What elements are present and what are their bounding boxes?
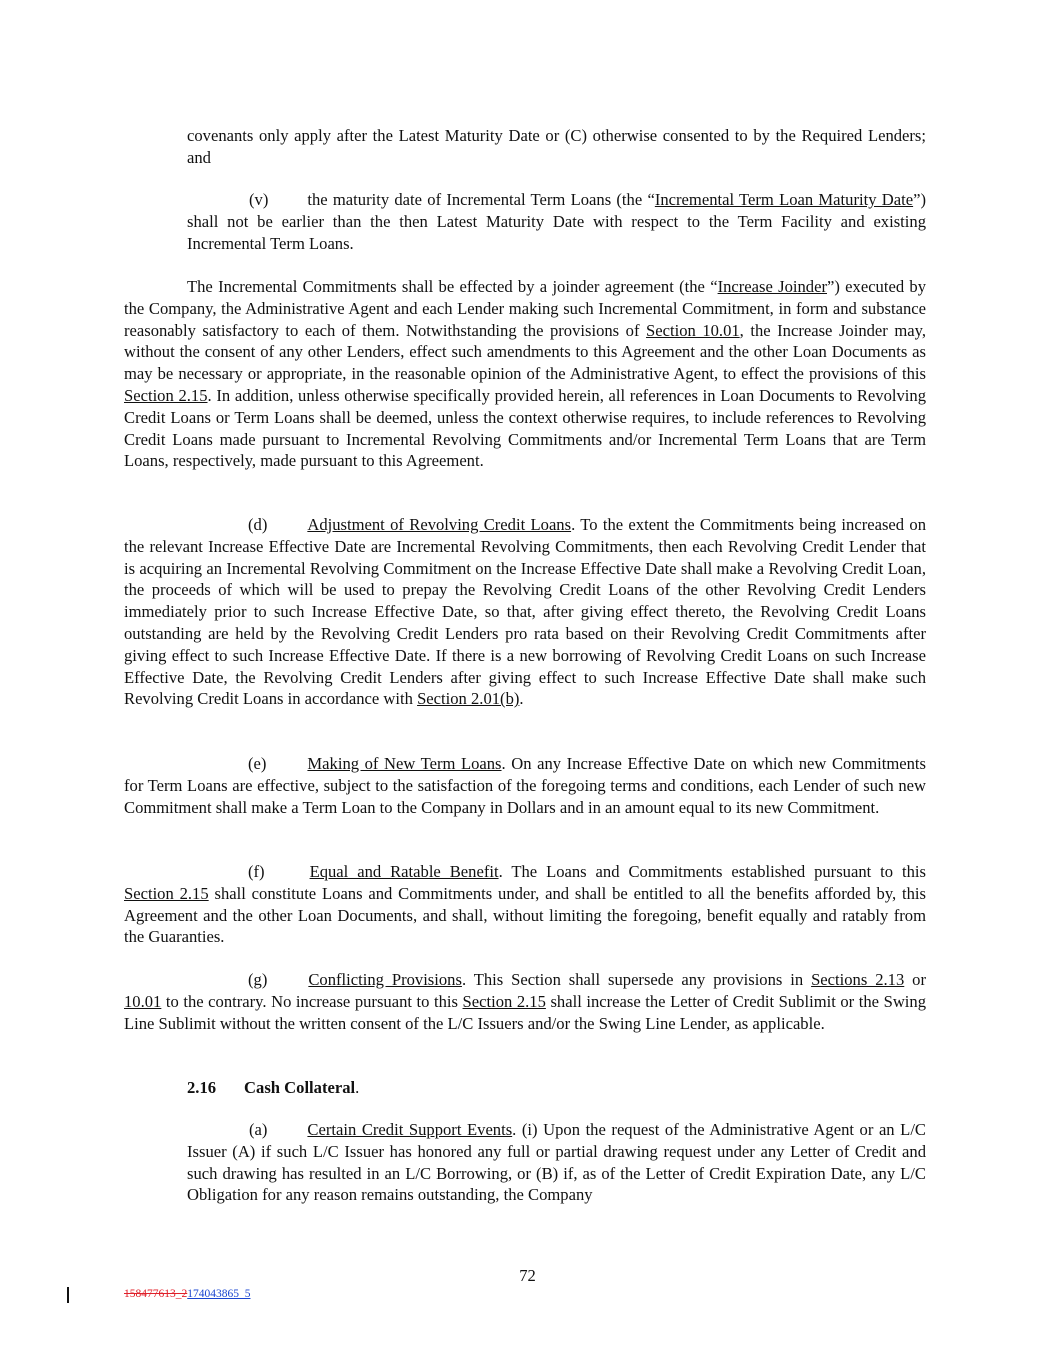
section-reference: Section 2.01(b) [417, 689, 520, 709]
joinder-paragraph: The Incremental Commitments shall be effected by a joinder agreement (the “Increase Joinder”) executed by the Company, the Administrative Agent and each Lender making such Incremental Commitment, in form and substance reasonably satisfactory to each of them. Notwithstanding the provisions of Section 10.01, the Increase Joinder may, without the consent of any other Lenders, effect such amendments to this Agreement and the other Loan Documents as may be necessary or appropriate, in the reasonable opinion of the Administrative Agent, to effect the provisions of this Section 2.15. In addition, unless otherwise specifically provided herein, all references in Loan Documents to Revolving Credit Loans or Term Loans shall be deemed, unless the context otherwise requires, to include references to Revolving Credit Loans made pursuant to Incremental Revolving Commitments and/or Incremental Term Loans that are Term Loans, respectively, made pursuant to this Agreement. [124, 277, 927, 471]
clause-number: (e) [248, 754, 267, 773]
clause-number: (v) [249, 190, 269, 209]
section-number: 2.16 [187, 1078, 217, 1097]
section-reference: Sections 2.13 [811, 970, 905, 989]
section-reference: Section 2.15 [124, 883, 209, 903]
change-bar [67, 1287, 69, 1303]
clause-heading: Conflicting Provisions [308, 970, 462, 989]
clause-number: (g) [248, 970, 268, 989]
clause-d: (d) Adjustment of Revolving Credit Loans. To the extent the Commitments being increased on the relevant Increase Effective Date are Incremental Revolving Commitments, then each Revolving Credit Lender that is acquiring an Incremental Revolving Commitment on the Increase Effective Date shall make a Revolving Credit Loan, the proceeds of which will be used to prepay the Revolving Credit Loans of the other Revolving Credit Lenders immediately prior to such Increase Effective Date, so that, after giving effect thereto, the Revolving Credit Loans outstanding are held by the Revolving Credit Lenders pro rata based on their Revolving Credit Commitments after giving effect to such Increase Effective Date. If there is a new borrowing of Revolving Credit Loans on such Increase Effective Date, the Revolving Credit Lenders after giving effect to such Increase Effective Date shall make such Revolving Credit Loans in accordance with Section 2.01(b). [124, 515, 926, 709]
defined-term: Incremental Term Loan Maturity Date [654, 190, 914, 209]
section-reference: Section 10.01 [646, 320, 740, 340]
section-reference: 10.01 [124, 991, 162, 1011]
section-title: Cash Collateral [244, 1078, 356, 1097]
clause-heading: Adjustment of Revolving Credit Loans [307, 515, 572, 534]
clause-a: (a) Certain Credit Support Events. (i) Upon the request of the Administrative Agent or an L/C Issuer (A) if such L/C Issuer has honored any full or partial drawing request under any Letter of Credit and such drawing has resulted in an L/C Borrowing, or (B) if, as of the Letter of Credit Expiration Date, any L/C Obligation for any reason remains outstanding, the Company [187, 1120, 926, 1205]
section-heading-2-16: 2.16 Cash Collateral. [187, 1078, 360, 1097]
document-id-footer [124, 1288, 251, 1300]
clause-f: (f) Equal and Ratable Benefit. The Loans and Commitments established pursuant to this Section 2.15 shall constitute Loans and Commitments under, and shall be entitled to all the benefits afforded by, this Agreement and the other Loan Documents, and shall, without limiting the foregoing, benefit equally and ratably from the Guaranties. [124, 862, 926, 947]
inserted-doc-id: 174043865_5 [187, 1288, 251, 1300]
clause-v: (v) the maturity date of Incremental Term Loans (the “Incremental Term Loan Maturity Date”) shall not be earlier than the then Latest Maturity Date with respect to the Term Facility and existing Incremental Term Loans. [187, 190, 926, 253]
clause-number: (f) [248, 862, 265, 881]
clause-g: (g) Conflicting Provisions. This Section shall supersede any provisions in Sections 2.13 or 10.01 to the contrary. No increase pursuant to this Section 2.15 shall increase the Letter of Credit Sublimit or the Swing Line Sublimit without the written consent of the L/C Issuers and/or the Swing Line Lender, as applicable. [124, 970, 927, 1033]
section-reference: Section 2.15 [124, 385, 208, 405]
continuation-paragraph: covenants only apply after the Latest Maturity Date or (C) otherwise consented to by the Required Lenders; and [187, 126, 926, 167]
clause-heading: Equal and Ratable Benefit [309, 862, 499, 881]
clause-number: (a) [249, 1120, 268, 1139]
clause-e: (e) Making of New Term Loans. On any Increase Effective Date on which new Commitments for Term Loans are effective, subject to the satisfaction of the foregoing terms and conditions, each Lender of such new Commitment shall make a Term Loan to the Company in Dollars and in an amount equal to its new Commitment. [124, 754, 926, 817]
defined-term: Increase Joinder [717, 277, 827, 296]
clause-heading: Making of New Term Loans [307, 754, 502, 773]
deleted-doc-id: 158477613_2 [124, 1288, 188, 1300]
section-reference: Section 2.15 [462, 991, 546, 1011]
clause-number: (d) [248, 515, 268, 534]
page-number: 72 [519, 1266, 536, 1285]
clause-heading: Certain Credit Support Events [307, 1120, 513, 1139]
